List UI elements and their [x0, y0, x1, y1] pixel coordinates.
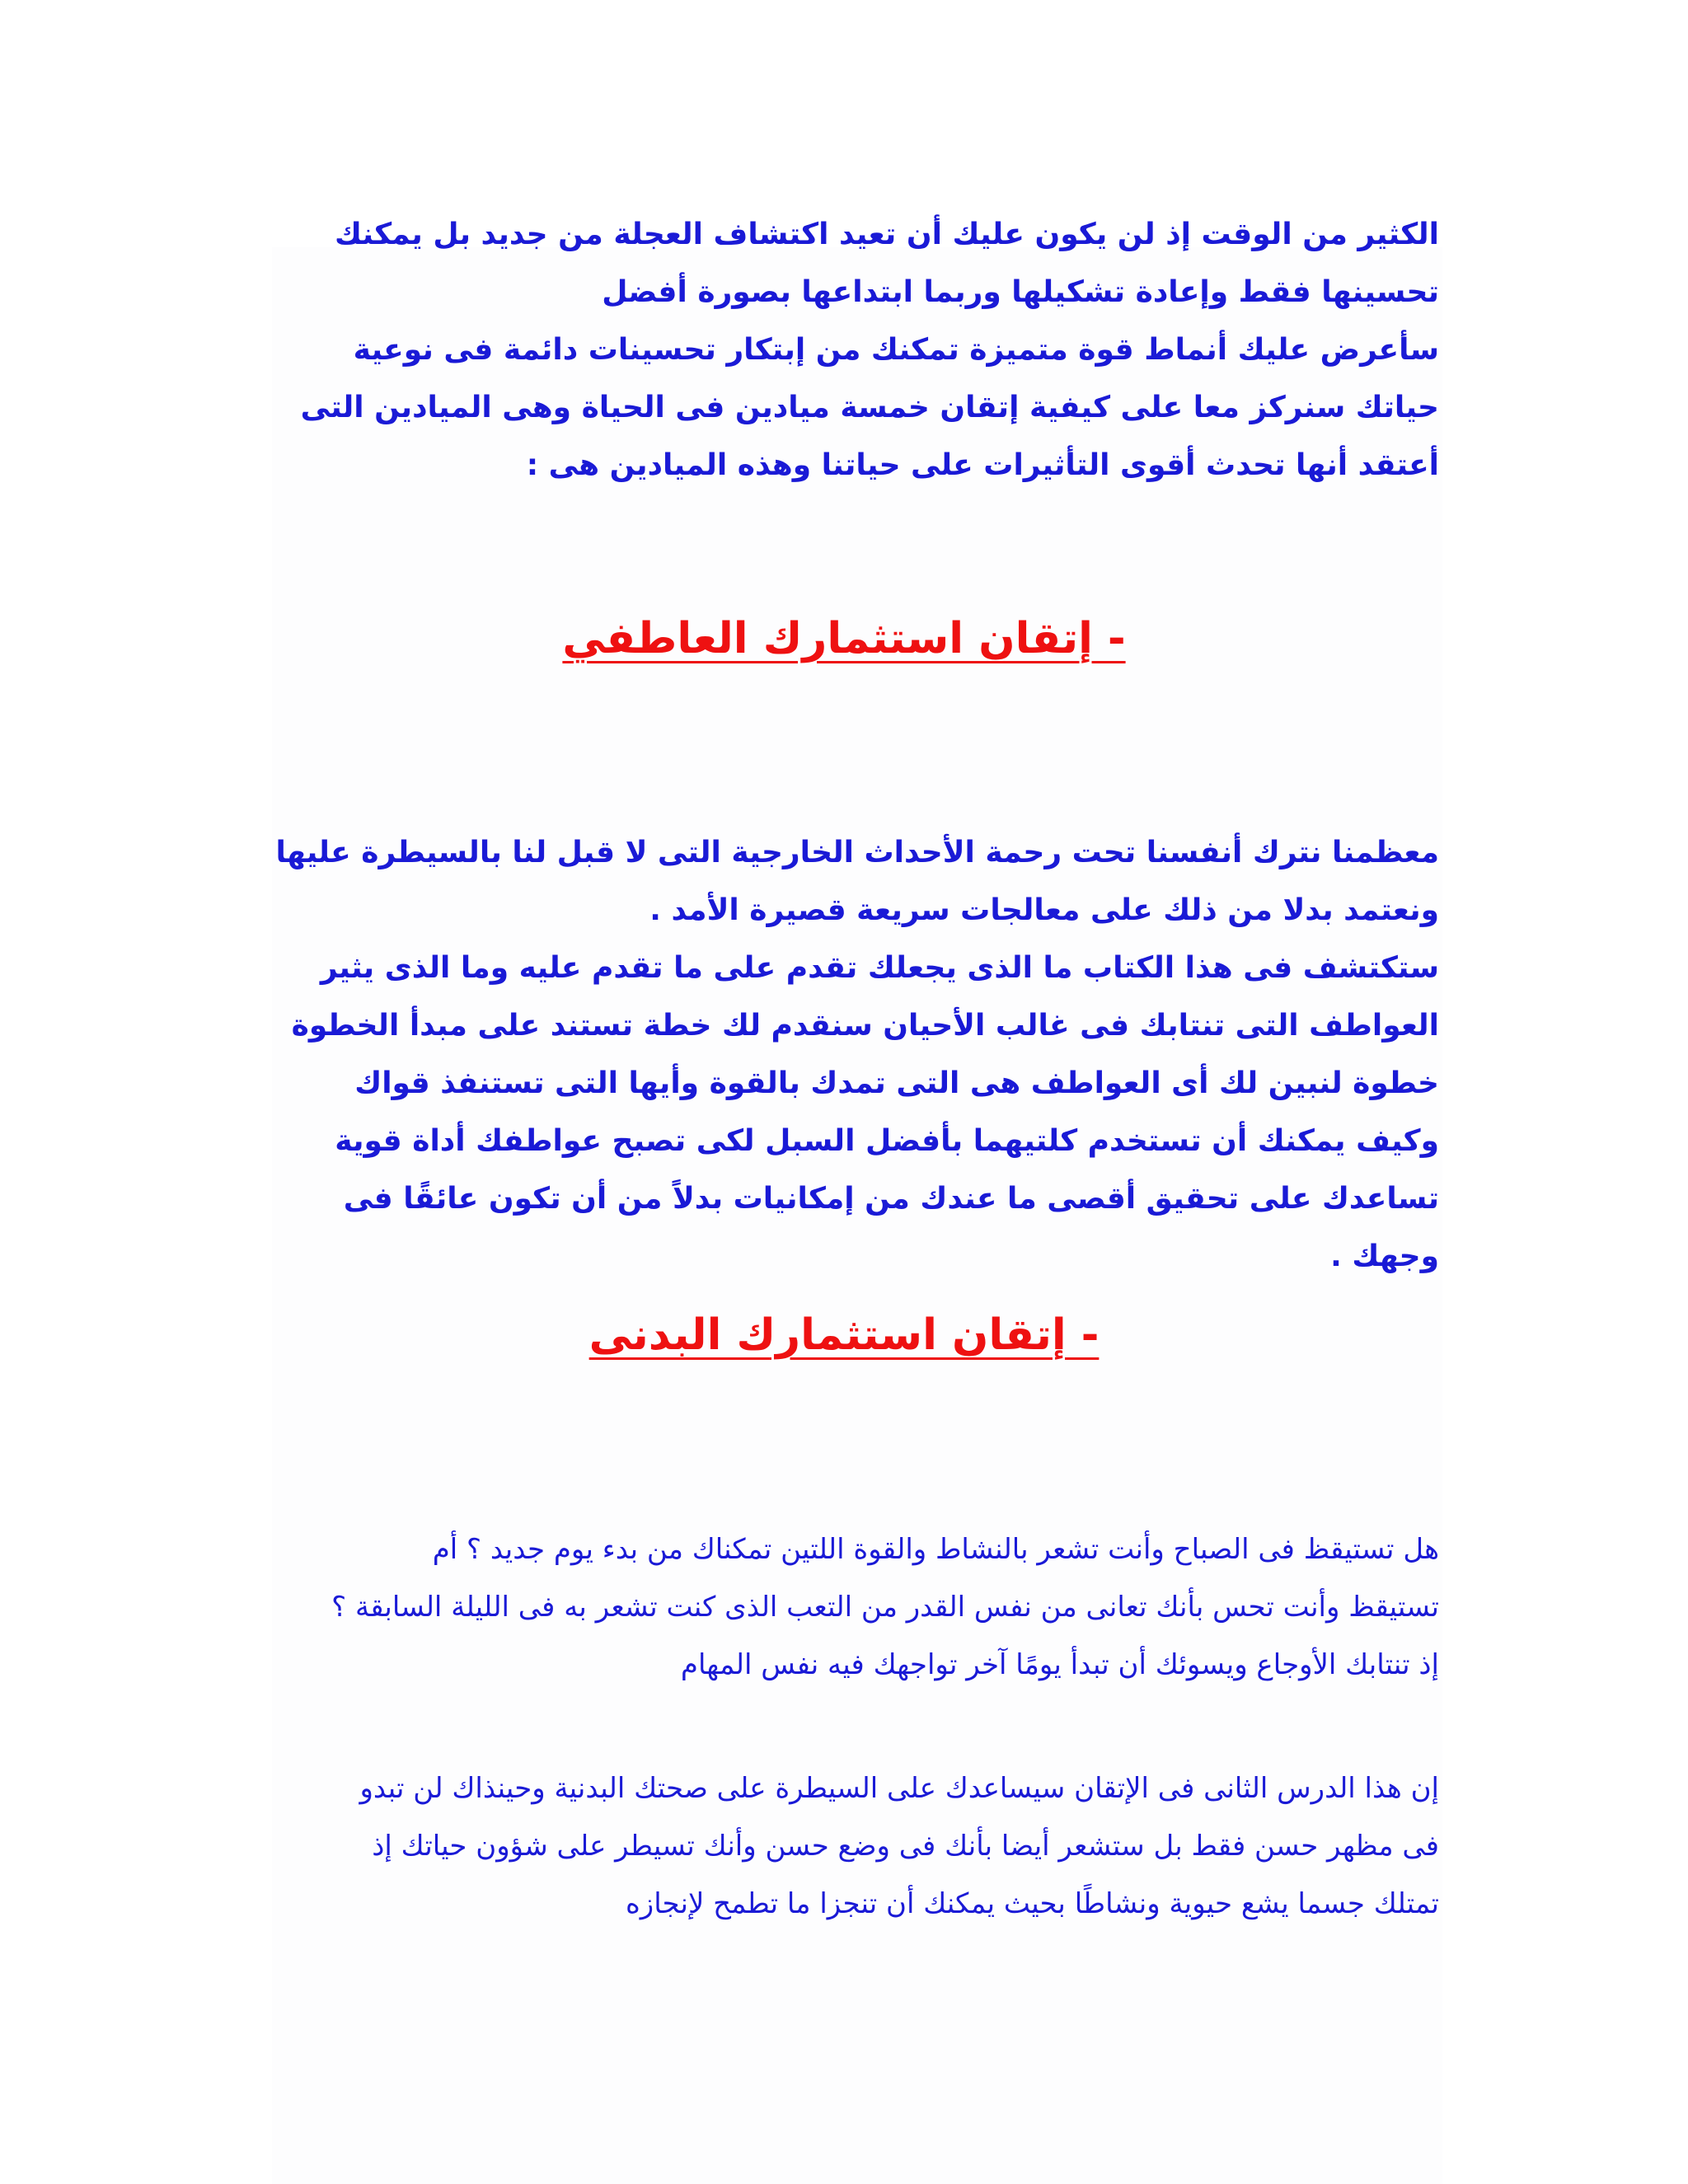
section-heading-emotional: - إتقان استثمارك العاطفي — [562, 614, 1126, 663]
paragraph-line: خطوة لنبين لك أى العواطف هى التى تمدك بالقوة وأيها التى تستنفذ قواك — [354, 1066, 1439, 1100]
intro-line: الكثير من الوقت إذ لن يكون عليك أن تعيد اكتشاف العجلة من جديد بل يمكنك — [335, 218, 1439, 251]
section-emotional-paragraph — [236, 824, 1439, 1286]
intro-line: أعتقد أنها تحدث أقوى التأثيرات على حياتنا وهذه الميادين هى : — [526, 448, 1439, 482]
paragraph-line: فى مظهر حسن فقط بل ستشعر أيضا بأنك فى وضع حسن وأنك تسيطر على شؤون حياتك إذ — [372, 1830, 1439, 1863]
paragraph-line: تمتلك جسما يشع حيوية ونشاطًا بحيث يمكنك أن تنجزا ما تطمح لإنجازه — [625, 1887, 1439, 1920]
paragraph-line: ونعتمد بدلا من ذلك على معالجات سريعة قصيرة الأمد . — [649, 893, 1439, 927]
paragraph-line: وكيف يمكنك أن تستخدم كلتيهما بأفضل السبل لكى تصبح عواطفك أداة قوية — [335, 1124, 1439, 1158]
intro-paragraph — [236, 206, 1439, 494]
intro-line: تحسينها فقط وإعادة تشكيلها وربما ابتداعها بصورة أفضل — [602, 275, 1439, 309]
paragraph-line: هل تستيقظ فى الصباح وأنت تشعر بالنشاط والقوة اللتين تمكناك من بدء يوم جديد ؟ أم — [432, 1533, 1439, 1566]
paragraph-line: العواطف التى تنتابك فى غالب الأحيان سنقدم لك خطة تستند على مبدأ الخطوة — [291, 1009, 1439, 1043]
intro-line: حياتك سنركز معا على كيفية إتقان خمسة ميادين فى الحياة وهى الميادين التى — [300, 391, 1439, 424]
section-physical-paragraph-1 — [236, 1521, 1439, 1694]
section-physical-paragraph-2 — [236, 1760, 1439, 1933]
section-heading-physical: - إتقان استثمارك البدنى — [588, 1310, 1100, 1360]
intro-line: سأعرض عليك أنماط قوة متميزة تمكنك من إبتكار تحسينات دائمة فى نوعية — [353, 333, 1439, 367]
paragraph-line: معظمنا نترك أنفسنا تحت رحمة الأحداث الخارجية التى لا قبل لنا بالسيطرة عليها — [275, 836, 1439, 869]
paragraph-line: إن هذا الدرس الثانى فى الإتقان سيساعدك على السيطرة على صحتك البدنية وحينذاك لن تبدو — [359, 1772, 1439, 1805]
paragraph-line: تستيقظ وأنت تحس بأنك تعانى من نفس القدر من التعب الذى كنت تشعر به فى الليلة السابقة ؟ — [331, 1591, 1439, 1624]
paragraph-line: وجهك . — [1330, 1240, 1439, 1273]
paragraph-line: ستكتشف فى هذا الكتاب ما الذى يجعلك تقدم على ما تقدم عليه وما الذى يثير — [320, 951, 1439, 985]
paragraph-line: تساعدك على تحقيق أقصى ما عندك من إمكانيات بدلاً من أن تكون عائقًا فى — [343, 1182, 1439, 1216]
paragraph-line: إذ تنتابك الأوجاع ويسوئك أن تبدأ يومًا آخر تواجهك فيه نفس المهام — [680, 1648, 1439, 1681]
